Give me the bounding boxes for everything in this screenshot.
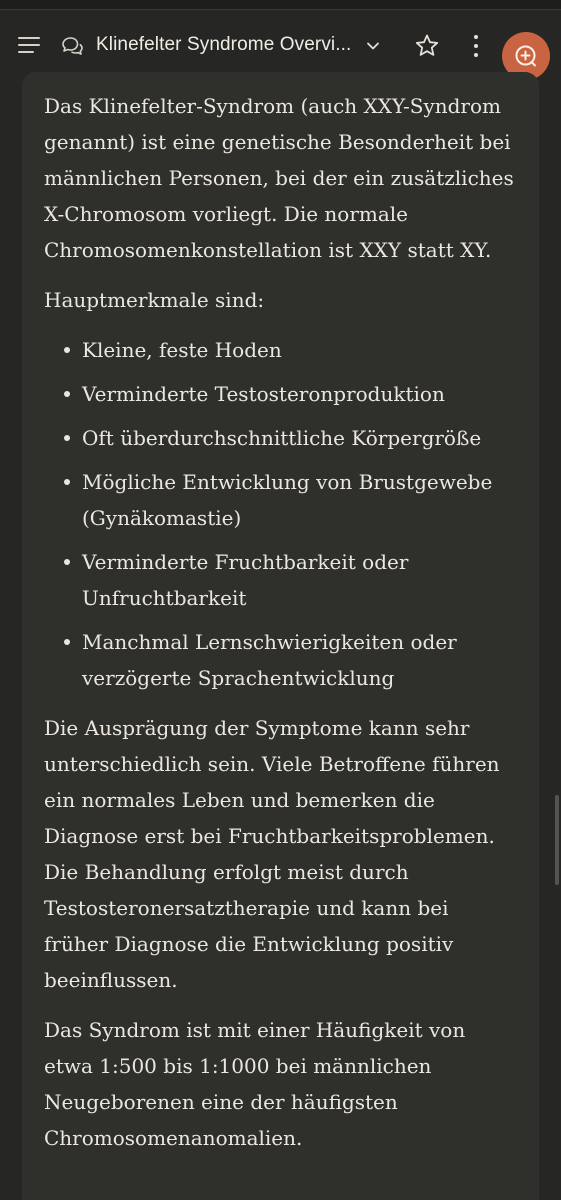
list-item — [44, 420, 514, 456]
bullet-icon — [64, 639, 70, 645]
chevron-down-icon[interactable] — [364, 39, 382, 53]
list-item-text: Kleine, feste Hoden — [82, 338, 282, 362]
chat-bubble-icon — [60, 35, 84, 57]
bullet-icon — [64, 559, 70, 565]
list-item-text: Manchmal Lernschwierigkeiten oder verzögerte Sprachentwicklung — [82, 630, 457, 690]
assistant-message-content — [44, 88, 514, 1170]
list-item — [44, 376, 514, 412]
app-header — [0, 10, 561, 74]
list-item-text: Oft überdurchschnittliche Körpergröße — [82, 426, 482, 450]
status-bar-edge — [0, 0, 561, 10]
more-vertical-icon[interactable] — [466, 32, 486, 60]
list-item-text: Verminderte Fruchtbarkeit oder Unfruchtbarkeit — [82, 550, 409, 610]
bullet-icon — [64, 347, 70, 353]
scrollbar[interactable] — [555, 795, 559, 885]
list-item — [44, 544, 514, 616]
bullet-icon — [64, 435, 70, 441]
message-paragraph-intro: Das Klinefelter-Syndrom (auch XXY-Syndrom genannt) ist eine genetische Besonderheit bei männlichen Personen, bei der ein zusätzliches X-Chromosom vorliegt. Die normale Chromosomenkonstellation ist XXY statt XY. — [44, 94, 514, 262]
bullet-icon — [64, 479, 70, 485]
bullet-icon — [64, 391, 70, 397]
chat-title[interactable]: Klinefelter Syndrome Overvi... — [96, 34, 352, 55]
list-item — [44, 332, 514, 368]
message-paragraph-frequency: Das Syndrom ist mit einer Häufigkeit von etwa 1:500 bis 1:1000 bei männlichen Neugeborenen eine der häufigsten Chromosomenanomalien. — [44, 1018, 466, 1150]
message-paragraph-symptoms: Die Ausprägung der Symptome kann sehr unterschiedlich sein. Viele Betroffene führen ein normales Leben und bemerken die Diagnose erst bei Fruchtbarkeitsproblemen. Die Behandlung erfolgt meist durch Testosteronersatztherapie und kann bei früher Diagnose die Entwicklung positiv beeinflussen. — [44, 716, 500, 992]
hamburger-menu-icon[interactable] — [16, 34, 44, 56]
message-list-heading: Hauptmerkmale sind: — [44, 288, 265, 312]
star-icon[interactable] — [413, 32, 441, 60]
features-list — [44, 332, 514, 696]
list-item-text: Mögliche Entwicklung von Brustgewebe (Gynäkomastie) — [82, 470, 493, 530]
list-item — [44, 464, 514, 536]
list-item — [44, 624, 514, 696]
list-item-text: Verminderte Testosteronproduktion — [82, 382, 445, 406]
